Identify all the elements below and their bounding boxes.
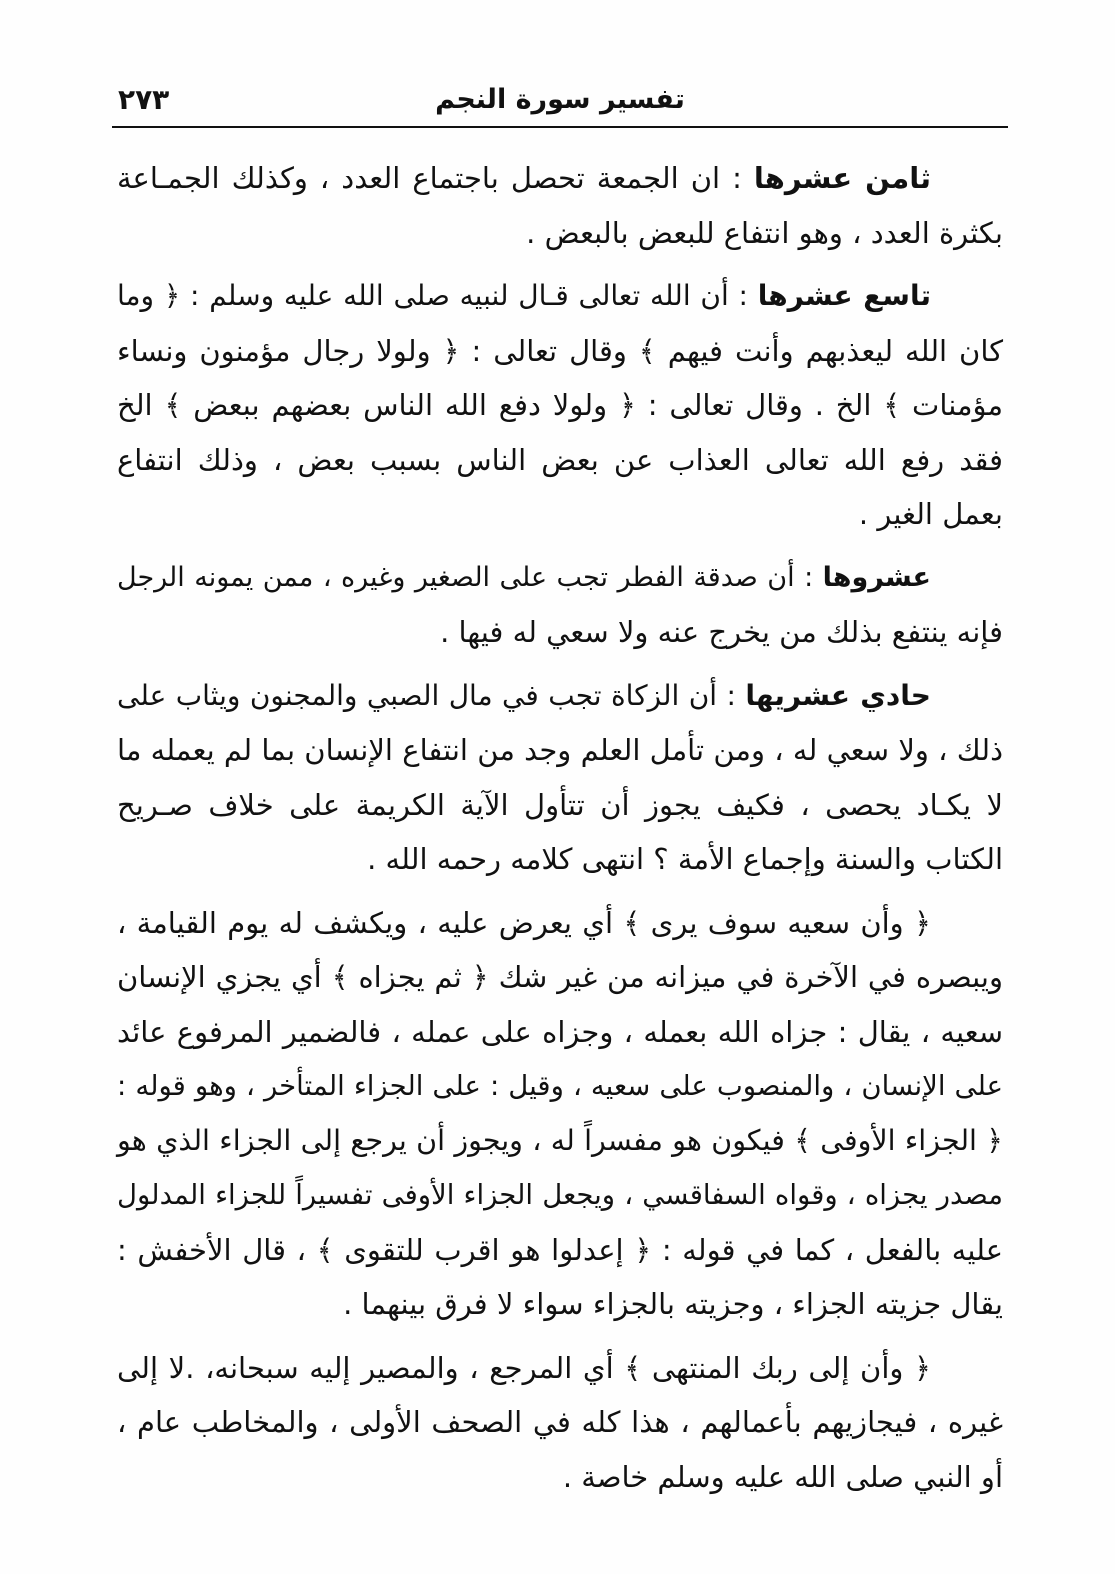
text-line: لا يكـاد يحصى ، فكيف يجوز أن تتأول الآية الكريمة على خلاف صـريح bbox=[117, 787, 1003, 822]
text-line bbox=[117, 551, 1003, 606]
text-line: بكثرة العدد ، وهو انتفاع للبعض بالبعض . bbox=[526, 215, 1003, 250]
text-line: على الإنسان ، والمنصوب على سعيه ، وقيل : على الجزاء المتأخر ، وهو قوله : bbox=[117, 1070, 1003, 1102]
text-line: عليه بالفعل ، كما في قوله : ﴿ إعدلوا هو اقرب للتقوى ﴾ ، قال الأخفش : bbox=[117, 1232, 1003, 1267]
paragraph bbox=[117, 669, 1003, 887]
running-title: تفسير سورة النجم bbox=[435, 84, 685, 115]
paragraph bbox=[117, 551, 1003, 660]
paragraph bbox=[117, 1341, 1003, 1505]
paragraph bbox=[117, 151, 1003, 260]
paragraph-lead: ثامن عشرها bbox=[753, 161, 931, 195]
text-line bbox=[117, 269, 1003, 324]
paragraph-lead: حادي عشريها bbox=[745, 678, 931, 712]
text-line: مصدر يجزاه ، وقواه السفاقسي ، ويجعل الجزاء الأوفى تفسيراً للجزاء المدلول bbox=[117, 1179, 1003, 1211]
text-line bbox=[117, 151, 1003, 206]
text-line: الكتاب والسنة وإجماع الأمة ؟ انتهى كلامه رحمه الله . bbox=[367, 842, 1003, 876]
text-line: فقد رفع الله تعالى العذاب عن بعض الناس بسبب بعض ، وذلك انتفاع bbox=[117, 442, 1003, 477]
text-line: يقال جزيته الجزاء ، وجزيته بالجزاء سواء لا فرق بينهما . bbox=[343, 1287, 1003, 1321]
text-line: فإنه ينتفع بذلك من يخرج عنه ولا سعي له فيها . bbox=[440, 615, 1003, 649]
text-line: سعيه ، يقال : جزاه الله بعمله ، وجزاه على عمله ، فالضمير المرفوع عائد bbox=[117, 1014, 1003, 1049]
line-text: : أن الله تعالى قـال لنبيه صلى الله عليه وسلم : ﴿ وما bbox=[117, 279, 758, 312]
text-line: بعمل الغير . bbox=[858, 497, 1003, 531]
text-line bbox=[117, 669, 1003, 724]
text-line: كان الله ليعذبهم وأنت فيهم ﴾ وقال تعالى : ﴿ ولولا رجال مؤمنون ونساء bbox=[117, 333, 1003, 368]
line-text: : ان الجمعة تحصل باجتماع العدد ، وكذلك الجمـاعة bbox=[117, 161, 754, 195]
paragraph bbox=[117, 269, 1003, 542]
paragraph bbox=[117, 896, 1003, 1332]
body-text bbox=[117, 151, 1003, 1504]
text-line: ﴿ وأن إلى ربك المنتهى ﴾ أي المرجع ، والمصير إليه سبحانه، .لا إلى bbox=[117, 1350, 931, 1385]
text-line: ويبصره في الآخرة في ميزانه من غير شك ﴿ ثم يجزاه ﴾ أي يجزي الإنسان bbox=[117, 960, 1003, 994]
paragraph-lead: عشروها bbox=[822, 561, 931, 593]
text-line: مؤمنات ﴾ الخ . وقال تعالى : ﴿ ولولا دفع الله الناس بعضهم ببعض ﴾ الخ bbox=[117, 388, 1003, 422]
text-line: ﴿ وأن سعيه سوف يرى ﴾ أي يعرض عليه ، ويكشف له يوم القيامة ، bbox=[117, 905, 931, 940]
text-line: غيره ، فيجازيهم بأعمالهم ، هذا كله في الصحف الأولى ، والمخاطب عام ، bbox=[117, 1405, 1003, 1439]
text-line: ﴿ الجزاء الأوفى ﴾ فيكون هو مفسراً له ، ويجوز أن يرجع إلى الجزاء الذي هو bbox=[117, 1123, 1003, 1157]
line-text: : أن الزكاة تجب في مال الصبي والمجنون ويثاب على bbox=[117, 678, 746, 712]
text-line: أو النبي صلى الله عليه وسلم خاصة . bbox=[562, 1459, 1003, 1494]
running-header bbox=[116, 78, 1004, 122]
page-number: ٢٧٣ bbox=[118, 83, 170, 116]
header-rule bbox=[112, 126, 1008, 128]
line-text: : أن صدقة الفطر تجب على الصغير وغيره ، ممن يمونه الرجل bbox=[117, 561, 823, 593]
text-line: ذلك ، ولا سعي له ، ومن تأمل العلم وجد من انتفاع الإنسان بما لم يعمله ما bbox=[117, 733, 1003, 767]
paragraph-lead: تاسع عشرها bbox=[757, 279, 931, 312]
